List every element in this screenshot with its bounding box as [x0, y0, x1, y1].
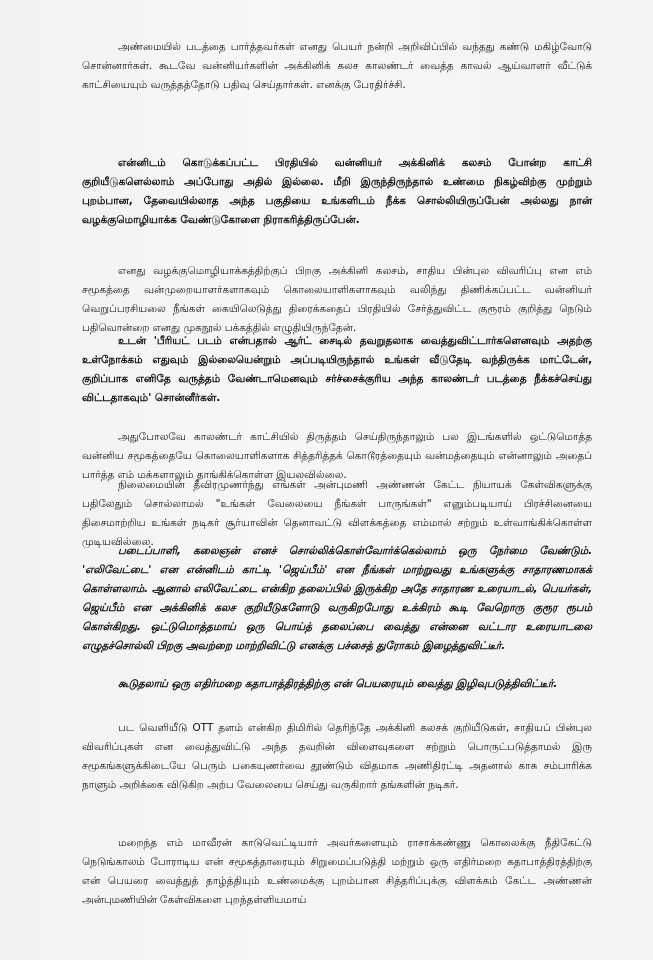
paragraph-7: படைப்பாளி, கலைஞன் எனச் சொல்லிக்கொள்வோர்க்கெல்லாம் ஒரு நேர்மை வேண்டும். 'எலிவேட்டை' என என்னிடம் காட்டி 'ஜெய்பீம்' என நீங்கள் மாற்றுவது உங்களுக்கு சாதாரணமாகக் கொள்ளலாம். ஆனால் எலிவேட்டை என்கிற தலைப்பில் இருக்கிற அதே சாதாரண உரையாடல், பெயர்கள், ஜெய்பீம் என அக்கினிக் கலச குறியீடுகளோடு வருகிறபோது உக்கிரம் கூடி வேறொரு குரூர ரூபம் கொள்கிறது. ஒட்டுமொத்தமாய் ஒரு பொய்த் தலைப்பை வைத்து என்னை வட்டார உரையாடலை எழுதச்சொல்லி பிறகு அவற்றை மாற்றிவிட்டு எனக்கு பச்சைத் துரோகம் இழைத்துவிட்டீர்.: [82, 545, 592, 652]
paragraph-5: அதுபோலவே காலண்டர் காட்சியில் திருத்தம் செய்திருந்தாலும் பல இடங்களில் ஒட்டுமொத்த வன்னிய சமூகத்தையே கொலையாளிகளாக சித்தரித்தக் கொடூரத்தையும் வன்மத்தையும் என்னாலும் அதைப் பார்த்த எம் மக்களாலும் தாங்கிக்கொள்ள இயலவில்லை.: [82, 431, 592, 481]
paragraph-8: கூடுதலாய் ஒரு எதிர்மறை கதாபாத்திரத்திற்கு என் பெயரையும் வைத்து இழிவுபடுத்திவிட்டீர்.: [118, 678, 558, 690]
paragraph-6: நிலைமையின் தீவிரமுணர்ந்து எங்கள் அன்புமணி அண்ணன் கேட்ட நியாயக் கேள்விகளுக்கு பதிலேதும் சொல்லாமல் "உங்கள் வேலையை நீங்கள் பாருங்கள்" எனும்படியாய் பிரச்சினையை திசைமாற்றிய உங்கள் நடிகர் சூர்யாவின் தெனாவட்டு விளக்கத்தை எம்மால் சற்றும் உள்வாங்கிக்கொள்ள முடியவில்லை.: [82, 479, 592, 548]
paragraph-1: அண்மையில் படத்தை பார்த்தவர்கள் எனது பெயர் நன்றி அறிவிப்பில் வந்தது கண்டு மகிழ்வோடு சொன்னார்கள். கூடவே வன்னியர்களின் அக்கினிக் கலச காலண்டர் வைத்த காவல் ஆய்வாளர் வீட்டுக் காட்சியையும் வருத்தத்தோடு பதிவு செய்தார்கள். எனக்கு பேரதிர்ச்சி.: [82, 41, 592, 91]
paragraph-10: மறைந்த எம் மாவீரன் காடுவெட்டியார் அவர்களையும் ராசாக்கண்ணு கொலைக்கு நீதிகேட்டு நெடுங்காலம் போராடிய என் சமூகத்தாரையும் சிறுமைப்படுத்தி மற்றும் ஒரு எதிர்மறை கதாபாத்திரத்திற்கு என் பெயரை வைத்துத் தாழ்த்தியும் உண்மைக்கு புறம்பான சித்தரிப்புக்கு விளக்கம் கேட்ட அண்ணன் அன்புமணியின் கேள்விகளை புறந்தள்ளியமாய்: [82, 837, 592, 906]
paragraph-2: என்னிடம் கொடுக்கப்பட்ட பிரதியில் வன்னியர் அக்கினிக் கலசம் போன்ற காட்சி குறியீடுகளெல்லாம் அப்போது அதில் இல்லை. மீறி இருந்திருந்தால் உண்மை நிகழ்விற்கு முற்றும் புறம்பான, தேவையில்லாத அந்த பகுதியை உங்களிடம் நீக்க சொல்லியிருப்பேன் அல்லது நான் வழக்குமொழியாக்க வேண்டுகோளை நிராகரித்திருப்பேன்.: [82, 157, 592, 226]
paragraph-9: பட வெளியீடு OTT தளம் என்கிற திமிரில் தெரிந்தே அக்கினி கலசக் குறியீடுகள், சாதியப் பின்புல விவரிப்புகள் என வைத்துவிட்டு அந்த தவறின் விளைவுகளை சற்றும் பொருட்படுத்தாமல் இரு சமூகங்களுக்கிடையே பெரும் பகையுணர்வை தூண்டும் விதமாக அணிதிரட்டி அதனால் காசு சம்பாரிக்க நாளும் அறிக்கை விடுகிற அற்ப வேலையை செய்து வருகிறார் தங்களின் நடிகர்.: [82, 722, 592, 791]
paragraph-3: எனது வழக்குமொழியாக்கத்திற்குப் பிறகு அக்கினி கலசம், சாதிய பின்புல விவரிப்பு என எம் சமூகத்தை வன்முறையாளர்களாகவும் கொலையாளிகளாகவும் வலிந்து திணிக்கப்பட்ட வன்னியர் வெறுப்பரசியலை நீங்கள் கையிலெடுத்து திரைக்கதைப் பிரதியில் சேர்த்துவிட்ட குரூரம் குறித்து நெடும் பதிவொன்றை எனது முகநூல் பக்கத்தில் எழுதியிருந்தேன்.: [82, 265, 592, 334]
paragraph-4: உடன் 'பீரியட் படம் என்பதால் ஆர்ட் சைடில் தவறுதலாக வைத்துவிட்டார்களெனவும் அதற்கு உள்நோக்கம் எதுவும் இல்லையென்றும் அப்படியிருந்தால் உங்கள் வீடுதேடி வந்திருக்க மாட்டேன், குறிப்பாக எனிதே வருத்தம் வேண்டாமெனவும் சர்ச்சைக்குரிய அந்த காலண்டர் படத்தை நீக்கச்செய்து விட்டதாகவும்' சொன்னீர்கள்.: [82, 335, 592, 404]
